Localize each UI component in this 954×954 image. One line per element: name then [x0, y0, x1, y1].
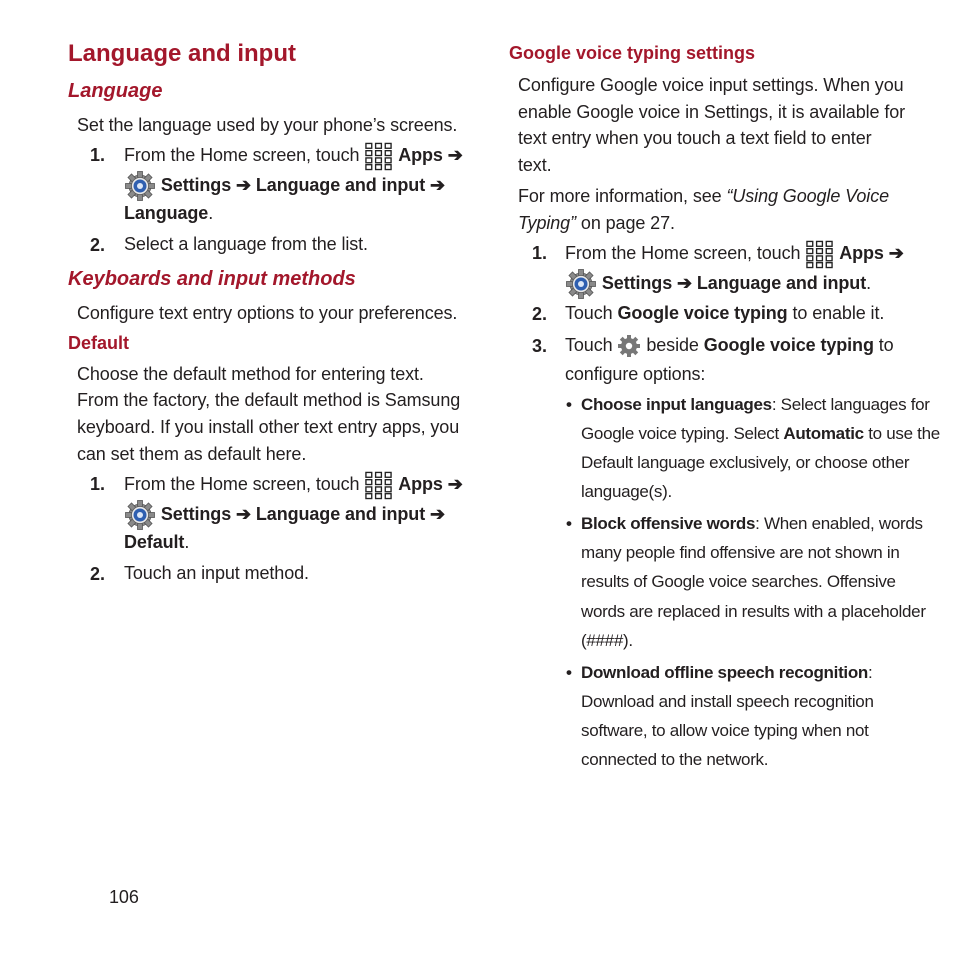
settings-gear-icon: [124, 499, 156, 531]
language-step2: Select a language from the list.: [124, 234, 368, 254]
intro-line: text entry when you touch a text field to enter: [518, 128, 872, 148]
voice-step3-line1: [565, 332, 894, 359]
voice-step3-line2: configure options:: [565, 364, 706, 384]
step-number: 2.: [532, 304, 548, 324]
bullet-text-line: connected to the network.: [581, 750, 769, 769]
default-step1-line3: [124, 529, 189, 556]
bullet-term: Download offline speech recognition: [581, 663, 869, 682]
step-number: 1.: [90, 474, 106, 494]
target-label: Language: [124, 203, 209, 223]
step-number: 2.: [90, 564, 106, 584]
bullet-choose-languages: [566, 390, 930, 419]
step-text: Touch: [565, 303, 613, 323]
settings-path: Settings ➔ Language and input ➔: [160, 174, 445, 195]
settings-path: Settings ➔ Language and input: [601, 272, 867, 293]
apps-label: Apps ➔: [839, 242, 904, 263]
bullet-text-line: (####).: [581, 631, 633, 650]
bullet-text-line: Download and install speech recognition: [581, 692, 874, 711]
language-step1-line1: [124, 141, 463, 171]
option-label: Google voice typing: [703, 335, 874, 355]
period: .: [208, 203, 214, 223]
bullet-text-line: language(s).: [581, 482, 672, 501]
default-step1-line2: [124, 499, 445, 531]
language-step1-line2: [124, 170, 445, 202]
bullet-text: : When enabled, words: [755, 514, 923, 533]
bullet-dot: •: [566, 395, 572, 414]
step-number: 1.: [532, 243, 548, 263]
default-body-line: From the factory, the default method is Samsung: [77, 390, 461, 410]
step-text: to enable it.: [792, 303, 885, 323]
more-info-text: For more information, see: [518, 186, 722, 206]
voice-step1-line1: [565, 239, 904, 269]
language-step1-line3: [124, 200, 213, 227]
apps-label: Apps ➔: [398, 473, 463, 494]
period: .: [184, 532, 190, 552]
default-heading: Default: [68, 333, 130, 353]
intro-line: text.: [518, 155, 552, 175]
bullet-dot: •: [566, 514, 572, 533]
settings-gear-icon: [565, 268, 597, 300]
bullet-term: Automatic: [783, 424, 864, 443]
bullet-term: Block offensive words: [581, 514, 756, 533]
step-text: From the Home screen, touch: [124, 144, 360, 165]
target-label: Default: [124, 532, 185, 552]
page-number: 106: [109, 887, 139, 907]
bullet-term: Choose input languages: [581, 395, 772, 414]
intro-line: enable Google voice in Settings, it is available for: [518, 102, 906, 122]
settings-gear-icon: [124, 170, 156, 202]
bullet-block-offensive: [566, 509, 923, 538]
apps-label: Apps ➔: [398, 144, 463, 165]
step-text: From the Home screen, touch: [124, 473, 360, 494]
step-number: 1.: [90, 145, 106, 165]
cross-reference-link[interactable]: “Using Google Voice: [726, 186, 890, 206]
voice-step2: [565, 300, 884, 327]
step-number: 3.: [532, 336, 548, 356]
step-number: 2.: [90, 235, 106, 255]
language-heading: Language: [68, 80, 163, 102]
default-step2: Touch an input method.: [124, 563, 309, 583]
more-info-line1: [518, 183, 889, 210]
more-info-line2: [518, 210, 675, 237]
bullet-text-line: results of Google voice searches. Offensive: [581, 572, 896, 591]
default-body-line: keyboard. If you install other text entry apps, you: [77, 417, 460, 437]
step-text: From the Home screen, touch: [565, 242, 801, 263]
step-text: Touch: [565, 335, 613, 355]
bullet-text-line: words are replaced in results with a placeholder: [581, 602, 926, 621]
more-info-text: on page 27.: [580, 213, 675, 233]
bullet-text-line: software, to allow voice typing when not: [581, 721, 869, 740]
page-title: Language and input: [68, 40, 296, 67]
default-step1-line1: [124, 470, 463, 500]
apps-grid-icon: [364, 141, 393, 171]
bullet-text: : Select languages for: [771, 395, 930, 414]
settings-path: Settings ➔ Language and input ➔: [160, 503, 445, 524]
apps-grid-icon: [364, 470, 393, 500]
bullet-text: :: [868, 663, 873, 682]
bullet-text-line: Default language exclusively, or choose other: [581, 453, 910, 472]
google-voice-heading: Google voice typing settings: [509, 43, 756, 63]
settings-gear-small-icon: [617, 334, 641, 358]
keyboards-heading: Keyboards and input methods: [68, 268, 356, 290]
default-body-line: can set them as default here.: [77, 444, 307, 464]
intro-line: Configure Google voice input settings. When you: [518, 75, 904, 95]
step-text: beside: [646, 335, 699, 355]
bullet-text: Google voice typing. Select: [581, 424, 779, 443]
bullet-dot: •: [566, 663, 572, 682]
language-intro: Set the language used by your phone’s screens.: [77, 115, 458, 135]
cross-reference-link[interactable]: Typing”: [518, 213, 576, 233]
keyboards-intro: Configure text entry options to your preferences.: [77, 303, 458, 323]
bullet-text-line: [581, 419, 940, 448]
voice-step1-line2: [565, 268, 871, 300]
bullet-text: to use the: [868, 424, 940, 443]
default-body-line: Choose the default method for entering text.: [77, 364, 424, 384]
bullet-download-offline: [566, 658, 873, 687]
period: .: [866, 272, 871, 293]
bullet-text-line: many people find offensive are not shown in: [581, 543, 900, 562]
step-text: to: [878, 335, 894, 355]
apps-grid-icon: [805, 239, 834, 269]
option-label: Google voice typing: [617, 303, 788, 323]
